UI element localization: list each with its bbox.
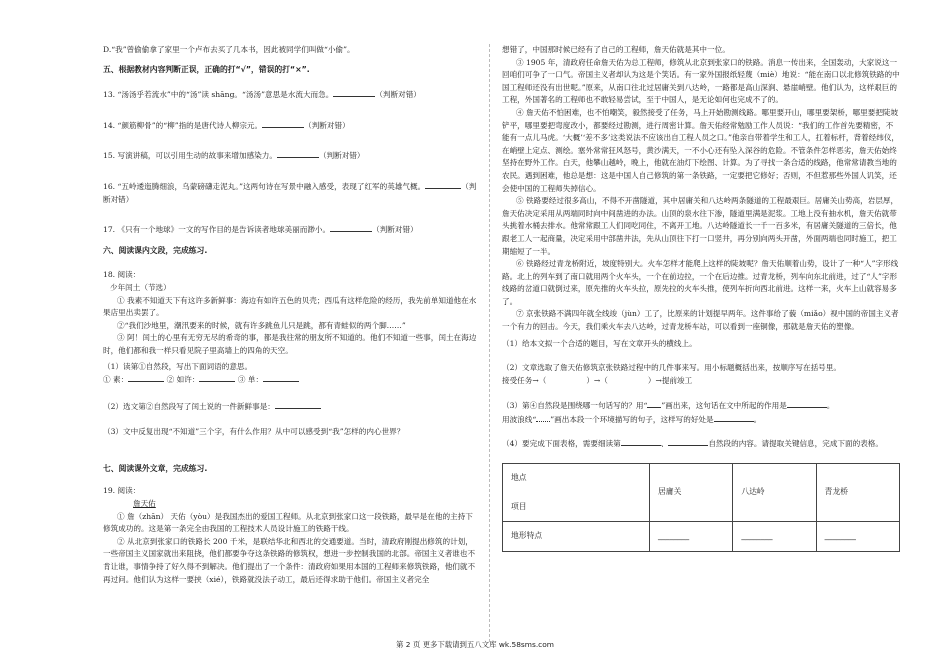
- question-18-2: （2）选文第②自然段写了闰土说的一件新鲜事是：: [103, 400, 479, 414]
- table-header-cell: 居庸关: [650, 464, 733, 522]
- passage-paragraph: ④ 詹天佑不怕困难，也不怕嘲笑，毅然接受了任务，马上开始勘测线路。哪里要开山，哪里要架桥，哪里要把陡坡铲平，哪里要把弯度改小，都要经过勘测，进行周密计算。詹天佑经常勉励工作人员说：“我们的工作首先要精密，不能有一点儿马虎。‘大概’‘差不多’这类说法不应该出自工程人员之口。”他亲自带着学生和工人，扛着标杆，背着经纬仪，在峭壁上定点、测绘。塞外常常狂风怒号，黄沙满天，一不小心还有坠入深谷的危险。不管条件怎样恶劣，詹天佑始终坚持在野外工作。白天，他攀山越岭，晚上，他就在油灯下绘图、计算。为了寻找一条合适的线路，他常常请教当地的农民。遇到困难，他总是想：这是中国人自己修筑的第一条铁路，一定要把它修好；否则，不但惹那些外国人讥笑，还会使中国的工程师失掉信心。: [502, 107, 900, 193]
- question-19-3: （3）第④自然段是围绕哪一句话写的？用“ ”画出来，这句话在文中所起的作用是 。: [502, 401, 835, 411]
- passage-paragraph: ⑥ 铁路经过青龙桥附近，坡度特别大。火车怎样才能爬上这样的陡坡呢？詹天佑顺着山势，设计了一种“人”字形线路。北上的列车到了南口就用两个火车头，一个在前边拉，一个在后边推。过青龙桥，列车向东北前进，过了“人”字形线路的岔道口就倒过来，原先推的火车头拉，原先拉的火车头推，使列车折向西北前进。这样一来，火车上山就容易多了。: [502, 259, 899, 306]
- answer-blank[interactable]: [668, 437, 708, 446]
- answer-blank[interactable]: [275, 400, 321, 409]
- table-header-row: [503, 464, 900, 522]
- answer-blank[interactable]: [333, 88, 375, 97]
- table-row-label: 地形特点: [503, 522, 650, 552]
- passage-paragraph: ⑤ 铁路要经过很多高山，不得不开凿隧道，其中居庸关和八达岭两条隧道的工程最艰巨。居庸关山势高，岩层厚，詹天佑决定采用从两端同时向中间凿进的办法。山顶的泉水往下渗，隧道里满是泥浆。工地上没有抽水机，詹天佑就带头挑着水桶去排水。他常常跟工人们同吃同住，不离开工地。八达岭隧道长一千一百多米，有居庸关隧道的三倍长，他跟老工人一起商量，决定采用中部凿井法，先从山顶往下打一口竖井，再分别向两头开凿，外面两端也同时施工，把工期缩短了一半。: [502, 196, 899, 256]
- question-18: 18. 阅读：: [103, 270, 141, 280]
- question-18-1-options: ① 素： ② 如许： ③ 单：: [103, 373, 479, 387]
- table-cell[interactable]: ________: [733, 522, 816, 552]
- question-19-3-b: 用波浪线“ ”画出本段一个环境描写的句子，这样写的好处是 。: [502, 415, 762, 425]
- table-row: [503, 522, 900, 552]
- answer-blank[interactable]: [262, 119, 304, 128]
- page-footer: 第 2 页 更多下载请到五八文库 wk.58sms.com: [396, 640, 554, 649]
- passage-paragraph: ⑦ 京张铁路不满四年就全线竣（jùn）工了，比原来的计划提早两年。这件事给了藐（miǎo）视中国的帝国主义者一个有力的回击。今天，我们乘火车去八达岭，过青龙桥车站，可以看到一座铜像，那就是詹天佑的塑像。: [502, 309, 899, 332]
- answer-blank[interactable]: [263, 373, 299, 382]
- question-19-1: （1）给本文拟一个合适的题目，写在文章开头的横线上。: [502, 338, 697, 348]
- section-5-heading: 五、根据教材内容判断正误，正确的打“√”，错误的打“×”.: [103, 64, 310, 74]
- right-column: [502, 44, 900, 552]
- table-header-cell: 八达岭: [733, 464, 816, 522]
- question-17: 17. 《只有一个地球》一文的写作目的是告诉读者地球美丽而渺小。 （判断对错）: [103, 225, 418, 235]
- passage-paragraph: ② 从北京到张家口的铁路长 200 千米，是联结华北和西北的交通要道。当时，清政府刚提出修筑的计划，一些帝国主义国家就出来阻挠，他们都要争夺这条铁路的修筑权，想进一步控制我国的北部。帝国主义者谁也不肯让谁，事情争持了好久得不到解决。他们提出了一个条件：清政府如果用本国的工程师来修筑铁路，他们就不再过问。他们认为这样一要挟（xié），铁路就没法子动工，最后还得求助于他们。帝国主义者完全: [103, 536, 476, 584]
- left-column: [103, 44, 479, 586]
- question-13: 13. “汤汤乎若流水”中的“汤”读 shāng。“汤汤”意思是水流大而急。 （判断对错）: [103, 90, 421, 100]
- question-18-1: （1）读第①自然段，写出下面词语的意思。: [103, 361, 253, 371]
- table-header-cell: 青龙桥: [816, 464, 899, 522]
- column-divider: [489, 44, 490, 642]
- table-corner-cell: [503, 464, 650, 522]
- section-6-heading: 六、阅读课内文段，完成练习.: [103, 245, 208, 255]
- question-14: 14. “颜筋柳骨”的“柳”指的是唐代诗人柳宗元。 （判断对错）: [103, 120, 350, 130]
- table-cell[interactable]: ________: [650, 522, 733, 552]
- answer-blank[interactable]: [425, 180, 461, 189]
- answer-blank[interactable]: [714, 413, 754, 422]
- question-19-2: （2）文章选取了詹天佑修筑京张铁路过程中的几件事来写。用小标题概括出来，按顺序写在括号里。: [502, 363, 841, 373]
- corner-bottom-label: 项目: [511, 501, 527, 511]
- question-19: 19. 阅读：: [103, 486, 141, 496]
- passage-paragraph: 想错了，中国那时候已经有了自己的工程师，詹天佑就是其中一位。: [502, 45, 730, 54]
- answer-blank[interactable]: [277, 149, 319, 158]
- corner-top-label: 地点: [511, 473, 527, 483]
- question-15: 15. 写演讲稿，可以引用生动的故事来增加感染力。 （判断对错）: [103, 151, 365, 161]
- wavy-line-sample: [536, 415, 550, 422]
- answer-blank[interactable]: [128, 373, 164, 382]
- question-19-4: （4）要完成下面表格，需要细读第 、 自然段的内容。请提取关键信息，完成下面的表格。: [502, 438, 883, 448]
- question-16: 16. “五岭逶迤腾细浪，乌蒙磅礴走泥丸。”这两句诗在写景中融入感受，表现了红军的英雄气概。 （判断对错）: [103, 181, 477, 204]
- passage-paragraph: ②“我们沙地里，潮汛要来的时候，就有许多跳鱼儿只是跳，都有青蛙似的两个脚……”: [117, 320, 406, 330]
- passage-title: 少年闰土（节选）: [110, 282, 171, 292]
- underline-sample: [647, 399, 661, 408]
- passage-title: 詹天佑: [133, 499, 156, 509]
- passage-paragraph: ① 詹（zhān） 天佑（yòu）是我国杰出的爱国工程师。从北京到张家口这一段铁路，最早是在他的主持下修筑成功的。这是第一条完全由我国的工程技术人员设计施工的铁路干线。: [103, 511, 473, 534]
- option-d: D.“我”曾偷偷拿了家里一个卢布去买了几本书，因此被同学们叫做“小偷”。: [103, 45, 355, 54]
- passage-paragraph: ③ 阿！闰土的心里有无穷无尽的希奇的事，都是我往常的朋友所不知道的。他们不知道一些事，闰土在海边时，他们都和我一样只看见院子里高墙上的四角的天空。: [103, 333, 477, 355]
- question-18-3: （3）文中反复出现“不知道”三个字，有什么作用？从中可以感受到“我”怎样的内心世界？: [103, 427, 405, 437]
- table-cell[interactable]: ________: [816, 522, 899, 552]
- info-table: [502, 463, 900, 552]
- answer-blank[interactable]: [621, 437, 661, 446]
- answer-blank[interactable]: [330, 223, 372, 232]
- passage-paragraph: ① 我素不知道天下有这许多新鲜事：海边有如许五色的贝壳；西瓜有这样危险的经历，我先前单知道他在水果店里出卖罢了。: [103, 295, 477, 318]
- answer-blank[interactable]: [787, 399, 827, 408]
- answer-blank[interactable]: [199, 373, 235, 382]
- question-19-2-flow: 接受任务→（ ）→（ ）→提前竣工: [502, 375, 693, 385]
- passage-paragraph: ③ 1905 年，清政府任命詹天佑为总工程师，修筑从北京到张家口的铁路。消息一传出来，全国轰动，大家说这一回咱们可争了一口气。帝国主义者却认为这是个笑话。有一家外国报纸轻蔑（miè）地说：“能在南口以北修筑铁路的中国工程师还没有出世呢。”原来，从南口往北过居庸关到八达岭，一路都是高山深涧、悬崖峭壁。他们认为，这样艰巨的工程，外国著名的工程师也不敢轻易尝试，至于中国人，是无论如何也完成不了的。: [502, 57, 900, 105]
- section-7-heading: 七、阅读课外文章，完成练习.: [103, 463, 208, 473]
